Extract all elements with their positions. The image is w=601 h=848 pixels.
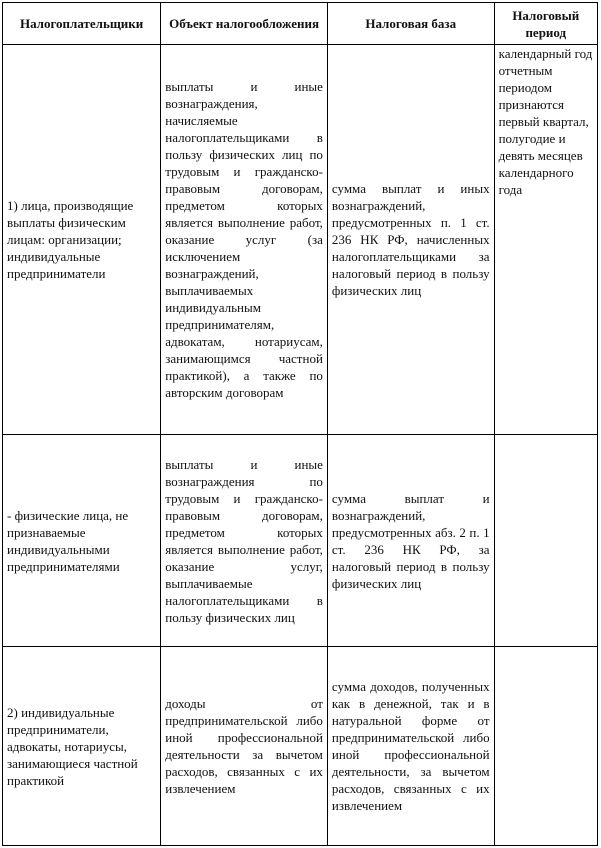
tax-table — [2, 2, 598, 846]
tax-object-cell: доходы от предпринимательской либо иной профессиональной деятельности за вычетом расходов, связанных с их извлечением — [161, 647, 328, 846]
tax-period-cell: календарный год отчетным периодом признаются первый квартал, полугодие и девять месяцев календарного года — [494, 45, 597, 435]
tax-object-cell: выплаты и иные вознаграждения по трудовым и гражданско-правовым договорам, предметом которых является выполнение работ, оказание услуг, выплачиваемые налогоплательщиками в пользу физических лиц — [161, 435, 328, 647]
tax-base-cell: сумма выплат и иных вознаграждений, предусмотренных п. 1 ст. 236 НК РФ, начисленных налогоплательщиками за налоговый период в пользу физических лиц — [327, 45, 494, 435]
header-payers: Налогоплательщики — [3, 3, 161, 45]
tax-object-cell: выплаты и иные вознаграждения, начисляемые налогоплательщиками в пользу физических лиц по трудовым и гражданско-правовым договорам, предметом которых является выполнение работ, оказание услуг (за исключением вознаграждений, выплачиваемых индивидуальным предпринимателям, адвокатам, нотариусам, занимающимся частной практикой), а также по авторским договорам — [161, 45, 328, 435]
header-tax-base: Налоговая база — [327, 3, 494, 45]
payer-cell: - физические лица, не признаваемые индивидуальными предпринимателями — [3, 435, 161, 647]
tax-period-cell — [494, 647, 597, 846]
payer-cell: 2) индивидуальные предприниматели, адвокаты, нотариусы, занимающиеся частной практикой — [3, 647, 161, 846]
header-tax-period: Налоговый период — [494, 3, 597, 45]
table-row — [3, 647, 598, 846]
tax-base-cell: сумма доходов, полученных как в денежной, так и в натуральной форме от предпринимательской либо иной профессиональной деятельности, за вычетом расходов, связанных с их извлечением — [327, 647, 494, 846]
header-row — [3, 3, 598, 45]
payer-cell: 1) лица, производящие выплаты физическим лицам: организации; индивидуальные предприниматели — [3, 45, 161, 435]
tax-period-cell — [494, 435, 597, 647]
table-row — [3, 45, 598, 435]
header-tax-object: Объект налогообложения — [161, 3, 328, 45]
table-row — [3, 435, 598, 647]
tax-base-cell: сумма выплат и вознаграждений, предусмотренных абз. 2 п. 1 ст. 236 НК РФ, за налоговый период в пользу физических лиц — [327, 435, 494, 647]
